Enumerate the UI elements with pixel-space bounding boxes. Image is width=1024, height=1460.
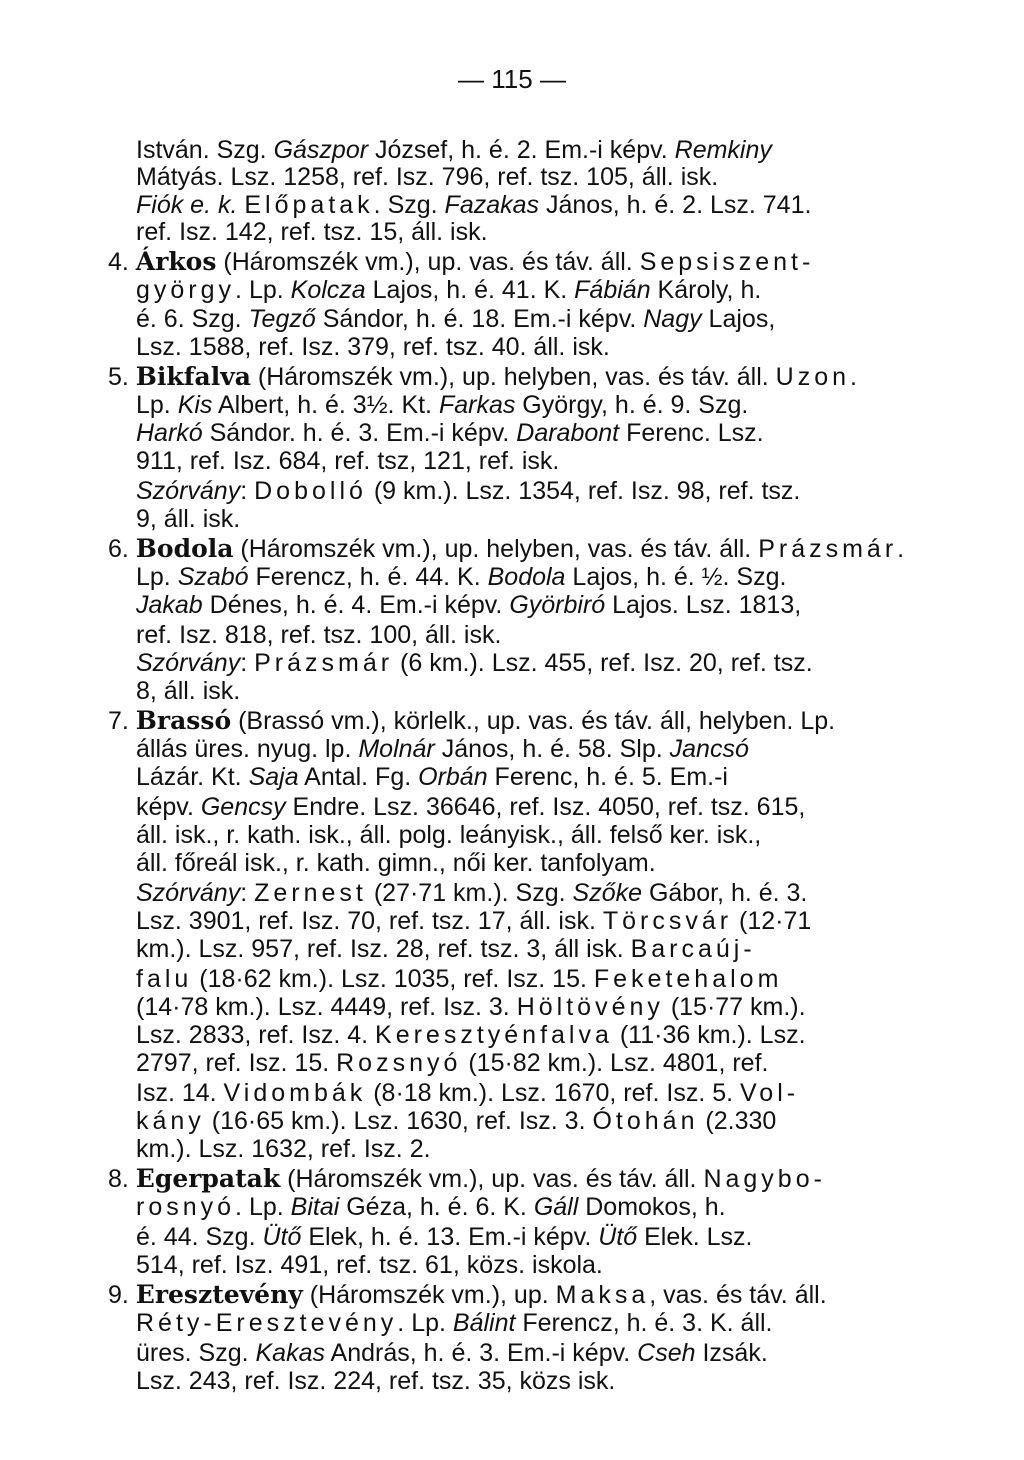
text-line <box>0 932 756 966</box>
text-segment: Zernest <box>254 879 367 907</box>
text-segment: . Lp. <box>397 1309 453 1337</box>
text-line <box>0 1046 768 1080</box>
text-segment: , vas. és táv. áll. <box>649 1281 827 1309</box>
text-segment: falu <box>136 965 193 993</box>
text-segment: Feketehalom <box>593 965 783 993</box>
text-segment: állás üres. nyug. lp. <box>136 735 359 763</box>
text-segment: (6 km.). Lsz. 455, ref. Isz. 20, ref. tsz. <box>393 649 813 677</box>
text-segment: é. 44. Szg. <box>136 1223 263 1251</box>
text-segment: Gencsy <box>200 793 286 821</box>
text-segment: Uzon <box>775 363 851 391</box>
text-segment: Ferencz, h. é. 44. K. <box>248 563 488 591</box>
text-segment: Jancsó <box>669 735 749 763</box>
text-segment: 8, áll. isk. <box>136 677 241 705</box>
text-segment: 4. <box>108 248 136 276</box>
text-segment: Antal. Fg. <box>298 763 419 791</box>
text-line <box>0 1248 603 1282</box>
text-segment: Farkas <box>438 391 516 419</box>
text-segment: 9, áll. isk. <box>136 505 241 533</box>
text-segment: Albert, h. é. 3½. Kt. <box>212 391 439 419</box>
text-line <box>0 588 801 622</box>
text-segment: Ferenc, h. é. 5. Em.-i <box>487 763 728 791</box>
text-segment: (Háromszék vm.), up. helyben, vas. és táv. áll. <box>233 535 759 563</box>
text-segment: Györbiró <box>509 591 606 619</box>
text-segment: Ferenc. Lsz. <box>619 419 764 447</box>
text-segment: (11·36 km.). Lsz. <box>612 1021 806 1049</box>
entry-heading: Egerpatak <box>135 1164 281 1193</box>
text-segment: Lázár. Kt. <box>136 763 249 791</box>
text-segment: rosnyó <box>136 1193 236 1221</box>
entry-heading: Brassó <box>135 706 232 735</box>
text-segment: (Háromszék vm.), up. vas. és táv. áll. <box>216 248 640 276</box>
text-segment: : <box>240 879 255 907</box>
text-segment: Gászpor <box>273 136 369 164</box>
text-segment: Isz. 14. <box>136 1079 224 1107</box>
text-segment: (12·71 <box>732 907 812 935</box>
text-segment: (9 km.). Lsz. 1354, ref. Isz. 98, ref. tsz. <box>366 477 801 505</box>
text-segment: Szórvány <box>136 879 241 907</box>
text-segment: Elek. Lsz. <box>637 1223 753 1251</box>
text-segment: . Szg. <box>373 191 445 219</box>
text-segment: Sepsiszent- <box>639 248 815 276</box>
text-segment: : <box>240 649 255 677</box>
text-segment: (14·78 km.). Lsz. 4449, ref. Isz. 3. <box>136 993 517 1021</box>
text-line <box>0 846 656 880</box>
text-segment: Lp. <box>136 391 178 419</box>
text-line <box>0 1190 726 1224</box>
text-segment: (Háromszék vm.), up. <box>302 1281 556 1309</box>
text-segment: 9. <box>108 1281 136 1309</box>
text-segment: Remkiny <box>674 136 772 164</box>
text-segment: Jakab <box>136 591 203 619</box>
text-line <box>0 760 728 794</box>
text-segment: Lp. <box>136 563 178 591</box>
text-segment: Géza, h. é. 6. K. <box>339 1193 534 1221</box>
text-segment: Keresztyénfalva <box>375 1021 613 1049</box>
text-segment: Tegző <box>248 305 316 333</box>
text-segment: é. 6. Szg. <box>136 305 249 333</box>
entry-heading: Bodola <box>135 534 234 563</box>
text-segment: 911, ref. Isz. 684, ref. tsz, 121, ref. isk. <box>136 447 560 475</box>
text-segment: km.). Lsz. 1632, ref. Isz. 2. <box>136 1135 431 1163</box>
text-segment: képv. <box>136 793 201 821</box>
text-segment: kány <box>136 1107 205 1135</box>
text-line <box>0 1306 773 1340</box>
text-segment: Törcsvár <box>602 907 733 935</box>
text-segment: Maksa <box>555 1281 650 1309</box>
text-segment: Kakas <box>255 1339 325 1367</box>
text-segment: Vol- <box>740 1079 800 1107</box>
text-line <box>0 502 240 536</box>
text-segment: Saja <box>248 763 299 791</box>
text-segment: Gábor, h. é. 3. <box>642 879 808 907</box>
text-segment: 7. <box>108 707 136 735</box>
text-segment: Prázsmár <box>758 535 898 563</box>
text-segment: Nagybo- <box>703 1165 826 1193</box>
text-segment: Lajos, h. é. ½. Szg. <box>565 563 787 591</box>
text-segment: (18·62 km.). Lsz. 1035, ref. Isz. 15. <box>192 965 594 993</box>
text-line <box>0 330 610 364</box>
text-segment: . Lp. <box>235 276 291 304</box>
text-segment: áll. főreál isk., r. kath. gimn., női ker. tanfolyam. <box>136 849 656 877</box>
text-segment: Prázsmár <box>254 649 394 677</box>
text-segment: Höltövény <box>516 993 664 1021</box>
text-segment: : <box>240 477 255 505</box>
text-segment: Szabó <box>177 563 249 591</box>
text-segment: Mátyás. Lsz. 1258, ref. Isz. 796, ref. tsz. 105, áll. isk. <box>136 163 719 191</box>
text-segment: Dobolló <box>254 477 367 505</box>
entry-heading: Eresztevény <box>135 1280 303 1309</box>
text-segment: györgy <box>136 276 236 304</box>
text-segment: Szórvány <box>136 649 241 677</box>
text-segment: áll. isk., r. kath. isk., áll. polg. leányisk., áll. felső ker. isk., <box>136 821 762 849</box>
text-segment: (15·82 km.). Lsz. 4801, ref. <box>461 1049 769 1077</box>
text-segment: Nagy <box>643 305 702 333</box>
text-segment: Károly, h. <box>650 276 762 304</box>
text-segment: Domokos, h. <box>578 1193 726 1221</box>
text-segment: Barcaúj- <box>630 935 756 963</box>
text-segment: 514, ref. Isz. 491, ref. tsz. 61, közs. iskola. <box>136 1251 603 1279</box>
entry-heading: Árkos <box>135 247 217 276</box>
text-segment: Sándor. h. é. 3. Em.-i képv. <box>202 419 517 447</box>
text-segment: Lajos. Lsz. 1813, <box>605 591 802 619</box>
text-segment: Szőke <box>572 879 642 907</box>
text-segment: Harkó <box>136 419 203 447</box>
text-segment: Ütő <box>598 1223 638 1251</box>
entry-heading: Bikfalva <box>135 362 251 391</box>
text-segment: ref. Isz. 142, ref. tsz. 15, áll. isk. <box>136 218 488 246</box>
text-segment: Orbán <box>418 763 488 791</box>
text-segment: Dénes, h. é. 4. Em.-i képv. <box>202 591 510 619</box>
text-segment: József, h. é. 2. Em.-i képv. <box>368 136 675 164</box>
text-segment: (8·18 km.). Lsz. 1670, ref. Isz. 5. <box>366 1079 741 1107</box>
text-segment: Rozsnyó <box>336 1049 462 1077</box>
text-segment: Lsz. 2833, ref. Isz. 4. <box>136 1021 376 1049</box>
text-segment: Lsz. 1588, ref. Isz. 379, ref. tsz. 40. áll. isk. <box>136 333 610 361</box>
text-segment: György, h. é. 9. Szg. <box>515 391 749 419</box>
text-segment: (Háromszék vm.), up. helyben, vas. és táv. áll. <box>250 363 776 391</box>
text-line <box>0 1132 431 1166</box>
text-segment: Bitai <box>290 1193 340 1221</box>
text-segment: Előpatak <box>244 191 374 219</box>
text-segment: Fiók e. k. <box>136 191 245 219</box>
text-segment: ref. Isz. 818, ref. tsz. 100, áll. isk. <box>136 621 502 649</box>
text-segment: (27·71 km.). Szg. <box>366 879 573 907</box>
text-segment: Cseh <box>637 1339 696 1367</box>
text-segment: Gáll <box>533 1193 579 1221</box>
text-segment: (15·77 km.). <box>663 993 806 1021</box>
text-segment: János, h. é. 58. Slp. <box>434 735 670 763</box>
text-segment: 6. <box>108 535 136 563</box>
text-segment: 2797, ref. Isz. 15. <box>136 1049 337 1077</box>
text-segment: (2.330 <box>698 1107 777 1135</box>
text-segment: (Brassó vm.), körlelk., up. vas. és táv. áll, helyben. Lp. <box>231 707 836 735</box>
text-segment: Izsák. <box>695 1339 768 1367</box>
text-segment: (16·65 km.). Lsz. 1630, ref. Isz. 3. <box>204 1107 593 1135</box>
text-line <box>0 215 488 249</box>
text-segment: Bodola <box>487 563 566 591</box>
text-segment: (Háromszék vm.), up. vas. és táv. áll. <box>280 1165 704 1193</box>
text-segment: Kolcza <box>290 276 366 304</box>
text-segment: Lsz. 3901, ref. Isz. 70, ref. tsz. 17, áll. isk. <box>136 907 603 935</box>
text-segment: Kis <box>177 391 213 419</box>
text-segment: Szórvány <box>136 477 241 505</box>
text-segment: Molnár <box>358 735 435 763</box>
text-segment: Fábián <box>574 276 651 304</box>
text-segment: Vidombák <box>223 1079 367 1107</box>
text-segment: Endre. Lsz. 36646, ref. Isz. 4050, ref. tsz. 615, <box>285 793 806 821</box>
text-line <box>0 674 240 708</box>
text-segment: Lsz. 243, ref. Isz. 224, ref. tsz. 35, közs isk. <box>136 1367 616 1395</box>
text-segment: István. Szg. <box>136 136 274 164</box>
text-segment: Darabont <box>516 419 620 447</box>
text-segment: 5. <box>108 363 136 391</box>
text-segment: Sándor, h. é. 18. Em.-i képv. <box>315 305 644 333</box>
text-segment: . <box>897 535 905 563</box>
text-segment: 8. <box>108 1165 136 1193</box>
text-segment: km.). Lsz. 957, ref. Isz. 28, ref. tsz. 3, áll isk. <box>136 935 631 963</box>
text-segment: Lajos, h. é. 41. K. <box>365 276 575 304</box>
text-line <box>0 1364 615 1398</box>
text-segment: Ótohán <box>592 1107 699 1135</box>
text-segment: János, h. é. 2. Lsz. 741. <box>539 191 812 219</box>
text-segment: Réty-Eresztevény <box>136 1309 398 1337</box>
text-segment: Bálint <box>452 1309 516 1337</box>
text-segment: üres. Szg. <box>136 1339 256 1367</box>
text-segment: Fazakas <box>444 191 540 219</box>
text-segment: Lajos, <box>701 305 776 333</box>
text-segment: . <box>850 363 857 391</box>
text-segment: Ferencz, h. é. 3. K. áll. <box>515 1309 773 1337</box>
text-segment: . Lp. <box>235 1193 291 1221</box>
text-line <box>0 444 559 478</box>
text-segment: András, h. é. 3. Em.-i képv. <box>324 1339 638 1367</box>
text-segment: Elek, h. é. 13. Em.-i képv. <box>301 1223 599 1251</box>
text-segment: Ütő <box>262 1223 302 1251</box>
page-number: — 115 — <box>458 64 566 94</box>
